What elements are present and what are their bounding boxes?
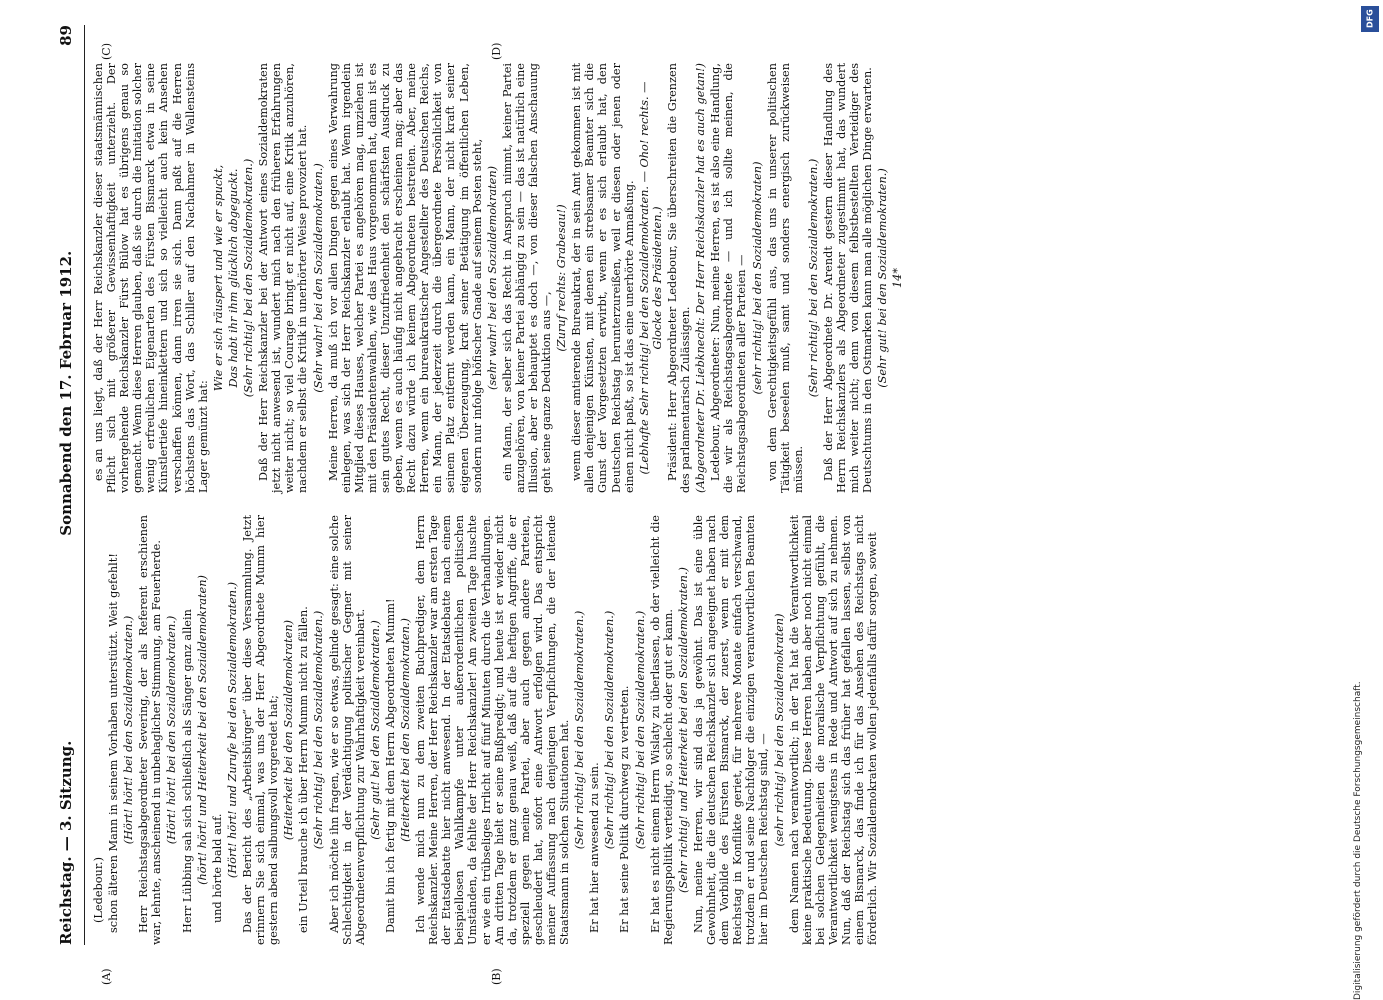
paragraph: Das der Bericht des „Arbeitsbürger“ über diese Versammlung. Jetzt erinnern Sie sich einmal, was uns der Herr Abgeordnete Mumm hier gestern abend salbungsvoll vorgeredet hat; <box>240 515 281 945</box>
interjection: (Sehr richtig! bei den Sozialdemokraten.) <box>573 610 587 850</box>
interjection: (Hört! hört! bei den Sozialdemokraten.) <box>165 615 179 845</box>
interjection: (Heiterkeit bei den Sozialdemokraten) <box>282 619 296 841</box>
paragraph: Ledebour, Abgeordneter: Nun, meine Herren, es ist also eine Handlung, die wir als Reichstagsabgeordnete — und ich sollte meinen, die Reichstagsabgeordneten aller Parteien — <box>709 63 749 493</box>
interjection: (Heiterkeit bei den Sozialdemokraten.) <box>398 618 412 842</box>
interjection: (Sehr richtig! bei den Sozialdemokraten.) <box>806 158 820 398</box>
header-center: Sonnabend den 17. Februar 1912. <box>57 250 75 536</box>
interjection: (hört! hört! und Heiterkeit bei den Sozialdemokraten) <box>195 575 209 885</box>
page-header <box>57 25 85 945</box>
paragraph: Aber ich möchte ihn fragen, wie er so etwas, gelinde gesagt: eine solche Schlechtigkeit in der Verdächtigung politischer Gegner mit seiner Abgeordnetenverpflichtung zur Wahrhaftigkeit vereinbart. <box>327 515 367 945</box>
page-number: 89 <box>57 25 75 46</box>
margin-mark-c: (C) <box>100 43 113 60</box>
paragraph: Herr Lübbing sah sich schließlich als Sänger ganz allein <box>180 609 194 933</box>
column-left <box>92 515 881 945</box>
paragraph: wenn dieser amtierende Bureaukrat, der in sein Amt gekommen ist mit allen denjenigen Künsten, mit denen ein strebsamer Beamter sich die Gunst der Vorgesetzten erwirbt, wenn er es sich erlaubt hat, den Deutschen Reichstag herunterzureißen, weil er diesen oder jenen oder einen nicht paßt, so ist das eine unerhörte Anmaßung. <box>570 63 636 493</box>
rotated-page-content <box>57 25 1300 985</box>
paragraph: ein Mann, der selber sich das Recht in Anspruch nimmt, keiner Partei anzugehören, von keiner Partei abhängig zu sein — das ist natürlich eine Illusion, aber er behauptet es doch —, von dieser falschen Anschauung geht seine ganze Deduktion aus —, <box>500 63 554 493</box>
paragraph: dem Namen nach verantwortlich; in der Tat hat die Verantwortlichkeit keine praktische Bedeutung. Diese Herren haben aber noch nicht einmal bei solchen Gelegenheiten die moralische Verpflichtung gefühlt, die Verantwortlichkeit wenigstens in Rede und Antwort auf sich zu nehmen. Nun, daß der Reichstag sich das früher hat gefallen lassen, selbst von einem Bismarck, das finde ich für das Ansehen des Reichstags nicht förderlich. Wir Sozialdemokraten wollen jedenfalls dafür sorgen, soweit <box>787 515 880 945</box>
column-right-text <box>92 63 905 493</box>
header-left: Reichstag. — 3. Sitzung. <box>57 740 75 945</box>
paragraph: Nun, meine Herren, wir sind das ja gewöhnt. Das ist eine üble Gewohnheit, die die deutschen Reichskanzler sich angeeignet haben nach dem Vorbilde des Fürsten Bismarck, der zuerst, wenn er mit dem Reichstag in Konflikte geriet, für mehrere Monate einfach verschwand, trotzdem er und seine Nachfolger die einzigen verantwortlichen Beamten hier im Deutschen Reichstag sind, — <box>691 515 771 945</box>
interjection: (sehr richtig! bei den Sozialdemokraten) <box>750 161 764 395</box>
dfg-logo: DFG <box>1361 6 1379 32</box>
interjection: (Sehr richtig! und Heiterkeit bei den Sozialdemokraten.) <box>676 567 690 893</box>
paragraph: Meine Herren, da muß ich vor allen Dingen gegen eines Verwahrung einlegen, was sich der Herr Reichskanzler erlaubt hat. Wenn irgendein Mitglied dieses Hauses, welcher Partei es angehören mag, umziehen ist mit den Präsidentenwahlen, wie das Haus vorgenommen hat, dann ist es sein gutes Recht, dieser Unzufriedenheit den schärfsten Ausdruck zu geben, wenn es auch häufig nicht angebracht erscheinen mag; aber das Recht dazu würde ich keinem Abgeordneten bestreiten. Aber, meine Herren, wenn ein bureaukratischer Angestellter des Deutschen Reichs, ein Mann, der jederzeit durch die übergeordnete Persönlichkeit von seinem Platz entfernt werden kann, ein Mann, der nicht kraft seiner eigenen Überzeugung, kraft seiner Betätigung im öffentlichen Leben, sondern nur infolge höfischer Gnade auf seinem Posten steht, <box>326 63 484 493</box>
margin-mark-a: (A) <box>100 968 113 985</box>
interjection: (Sehr richtig! bei den Sozialdemokraten.) <box>242 158 256 398</box>
margin-mark-d: (D) <box>490 42 503 60</box>
interjection: (Lebhafte Sehr richtig! bei den Sozialdemokraten. — Oho! rechts. — Glocke des Präsidenten.) <box>637 81 664 475</box>
speaker-tag: (Ledebour.) <box>92 857 105 923</box>
interjection: (Abgeordneter Dr. Liebknecht: Der Herr Reichskanzler hat es auch getan!) <box>694 63 708 493</box>
interjection: (Sehr wahr! bei den Sozialdemokraten.) <box>311 163 325 393</box>
interjection: (Hört! hört! und Zurufe bei den Sozialdemokraten.) <box>225 581 239 879</box>
interjection: (Sehr richtig! bei den Sozialdemokraten.) <box>633 610 647 850</box>
interjection: (sehr wahr! bei den Sozialdemokraten) <box>485 165 499 391</box>
interjection: (Sehr richtig! bei den Sozialdemokraten.) <box>312 610 326 850</box>
paragraph: Daß der Herr Reichskanzler bei der Antwort eines Sozialdemokraten jetzt nicht anwesend ist, wundert mich nach den früheren Erfahrungen weiter nicht; so viel Courage bringt er nicht auf, eine Kritik anzuhören, nachdem er selbst die Kritik in unerhörter Weise provoziert hat. <box>257 63 310 493</box>
interjection: (Sehr richtig! bei den Sozialdemokraten.) <box>603 610 617 850</box>
interjection: 14* <box>891 267 905 289</box>
paragraph: Er hat hier anwesend zu sein. <box>588 762 602 933</box>
paragraph: es an uns liegt, daß der Herr Reichskanzler dieser staatsmännischen Pflicht sich mit größerer Gewissenhaftigkeit unterzieht. Der vorhergehende Reichskanzler Fürst Bülow hat es übrigens genau so gemacht. Wenn diese Herren glauben, daß sie durch die Imitation solcher wenig erfreulichen Eigenarten des Fürsten Bismarck etwa in seine Künstlertiefe hineinklettern und sich so vielleicht auch kein Ansehen verschaffen können, dann irren sie sich. Dann paßt auf die Herren höchstens das Wort, das Schiller auf den Nachahmer in Wallensteins Lager gemünzt hat: <box>92 63 210 493</box>
paragraph: Präsident: Herr Abgeordneter Ledebour, Sie überschreiten die Grenzen des parlamentarisch Zulässigen. <box>665 63 693 493</box>
paragraph: Herr Reichstagsabgeordneter Severing, der als Referent erschienen war, lehnte, anscheinend in unbehaglicher Stimmung, am Feuerherde. <box>137 515 164 945</box>
interjection: (Hört! hört! bei den Sozialdemokraten.) <box>122 615 136 845</box>
interjection: Das habt ihr ihm glücklich abgeguckt. <box>226 168 240 388</box>
column-left-text <box>107 515 879 945</box>
paragraph: ein Urteil brauche ich über Herrn Mumm nicht zu fällen. <box>297 606 311 933</box>
paragraph: Er hat seine Politik durchweg zu vertreten. <box>618 685 632 933</box>
interjection: Wie er sich räuspert und wie er spuckt, <box>211 164 225 392</box>
paragraph: Er hat es nicht einem Herrn Wislaty zu überlassen, ob der vielleicht die Regierungspolitik verteidigt, so schlecht oder gut er kann. <box>648 515 675 945</box>
paragraph: von dem Gerechtigkeitsgefühl aus, das uns in unserer politischen Tätigkeit beseelen muß, samt und sonders energisch zurückweisen müssen. <box>765 63 805 493</box>
interjection: (sehr richtig! bei den Sozialdemokraten) <box>772 613 786 847</box>
interjection: (Sehr gut! bei den Sozialdemokraten.) <box>876 168 890 388</box>
paragraph: und hörte bald auf. <box>210 813 224 923</box>
paragraph: Ich wende mich nun zu dem zweiten Buchprediger, dem Herrn Reichskanzler. Meine Herren, der Herr Reichskanzler war am ersten Tage der Etatsdebatte hier nicht anwesend. In der Etatsdebatte nach einem beispiellosen Wahlkampfe unter außerordentlichen politischen Umständen, da fehlte der Herr Reichskanzler! Am zweiten Tage huschte er wie ein trübseliges Irrlicht auf fünf Minuten durch die Verhandlungen. Am dritten Tage hielt er seine Bußpredigt; und heute ist er wieder nicht da, trotzdem er ganz genau weiß, daß auf die heftigen Angriffe, die er speziell gegen meine Partei, aber auch gegen andere Parteien, geschleudert hat, sofort eine Antwort erfolgen wird. Das entspricht meiner Auffassung nach denjenigen Verpflichtungen, die der leitende Staatsmann in solchen Situationen hat. <box>414 515 572 945</box>
margin-mark-b: (B) <box>490 968 503 985</box>
interjection: (Zuruf rechts: Grabesau!) <box>555 204 569 352</box>
interjection: (Sehr gut! bei den Sozialdemokraten.) <box>368 620 382 840</box>
paragraph: Daß der Herr Abgeordnete Dr. Arendt gestern dieser Handlung des Herrn Reichskanzlers als Abgeordneter zugestimmt hat, das wundert mich weiter nicht; denn von diesem felbstbestellten Verteidiger des Deutschtums in den Ostmarken kann man alle möglichen Dinge erwarten. <box>821 63 875 493</box>
column-right <box>92 63 907 493</box>
paragraph: schon älteren Mann in seinem Vorhaben unterstützt. Weit gefehlt! <box>107 553 121 933</box>
paragraph: Damit bin ich fertig mit dem Herrn Abgeordneten Mumm! <box>383 598 397 933</box>
digitization-credit: Digitalisierung gefördert durch die Deutsche Forschungsgemeinschaft. <box>1353 681 1363 1000</box>
